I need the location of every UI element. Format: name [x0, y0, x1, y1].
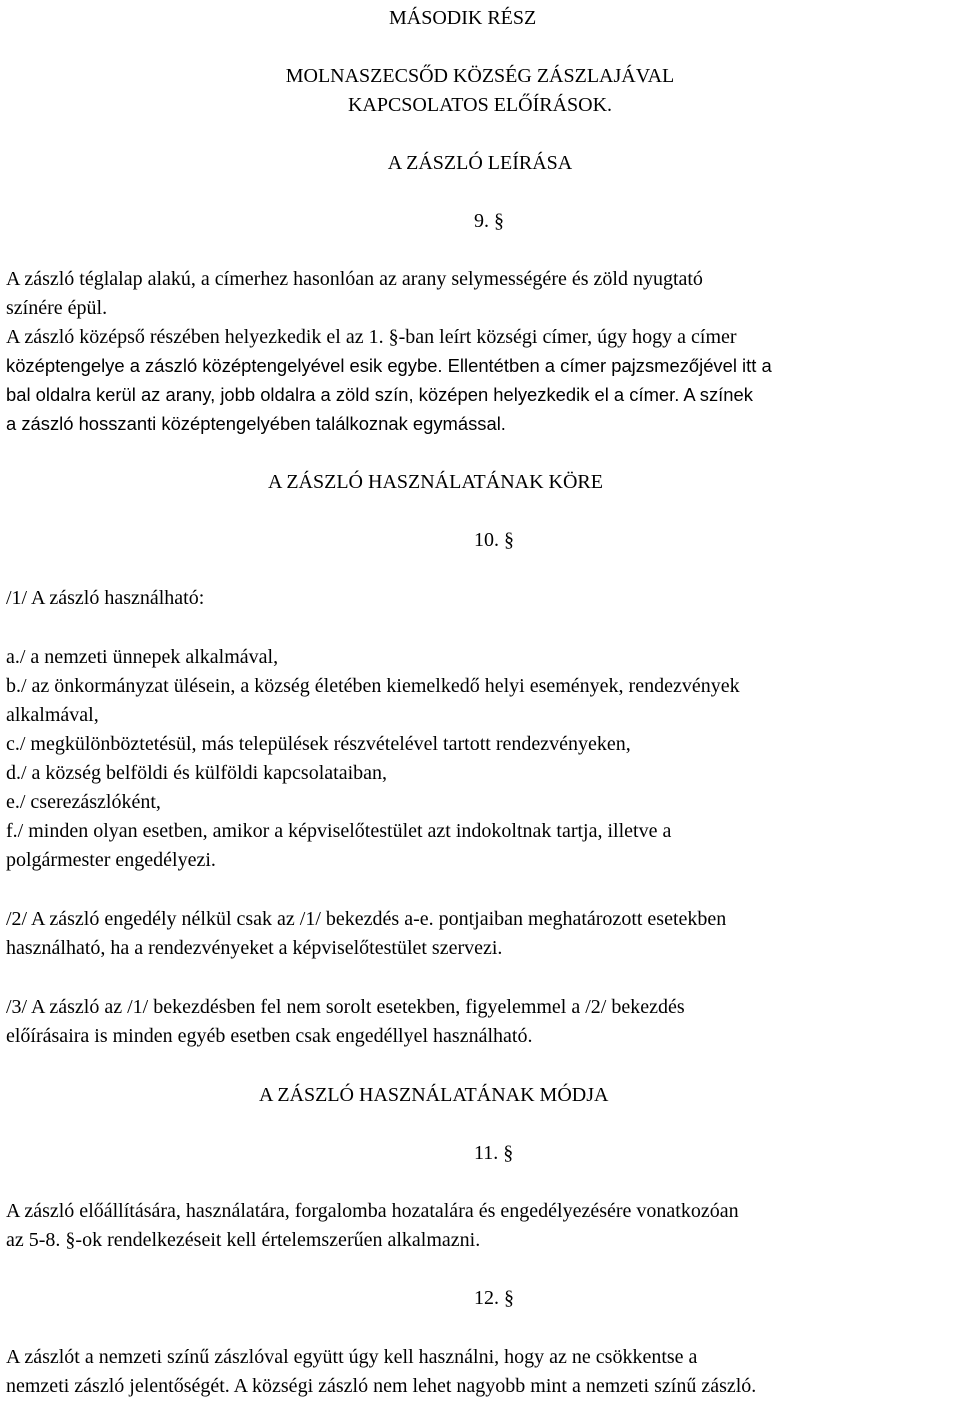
description-line-4: középtengelye a zászló középtengelyével esik egybe. Ellentétben a címer pajzsmezőjével itt a [6, 355, 772, 376]
national-flag-rule-line-1: A zászlót a nemzeti színű zászlóval együtt úgy kell használni, hogy az ne csökkentse a [6, 1346, 698, 1368]
usage-item-b-continued: alkalmával, [6, 704, 99, 726]
main-title-line-1: MOLNASZECSŐD KÖZSÉG ZÁSZLAJÁVAL [285, 65, 675, 87]
usage-paragraph-3-line-1: /3/ A zászló az /1/ bekezdésben fel nem sorolt esetekben, figyelemmel a /2/ bekezdés [6, 996, 685, 1018]
usage-paragraph-2-line-2: használható, ha a rendezvényeket a képviselőtestület szervezi. [6, 937, 503, 959]
usage-item-c: c./ megkülönböztetésül, más települések részvételével tartott rendezvényeken, [6, 733, 631, 755]
usage-paragraph-2-line-1: /2/ A zászló engedély nélkül csak az /1/ bekezdés a-e. pontjaiban meghatározott esetekben [6, 908, 727, 930]
main-title-line-2: KAPCSOLATOS ELŐÍRÁSOK. [347, 94, 613, 116]
description-line-2: színére épül. [6, 297, 108, 319]
paragraph-number-10: 10. § [474, 529, 514, 551]
usage-intro: /1/ A zászló használható: [6, 587, 205, 609]
description-line-3: A zászló középső részében helyezkedik el az 1. §-ban leírt községi címer, úgy hogy a címer [6, 326, 737, 348]
description-line-6: a zászló hosszanti középtengelyében találkoznak egymással. [6, 413, 506, 434]
section-heading-flag-description: A ZÁSZLÓ LEÍRÁSA [387, 152, 573, 174]
part-title: MÁSODIK RÉSZ [389, 7, 537, 29]
national-flag-rule-line-2: nemzeti zászló jelentőségét. A községi zászló nem lehet nagyobb mint a nemzeti színű zászló. [6, 1375, 757, 1397]
section-heading-flag-usage-method: A ZÁSZLÓ HASZNÁLATÁNAK MÓDJA [259, 1084, 609, 1106]
paragraph-number-11: 11. § [474, 1142, 514, 1164]
description-line-5: bal oldalra kerül az arany, jobb oldalra a zöld szín, középen helyezkedik el a címer. A színek [6, 384, 753, 405]
usage-item-e: e./ cserezászlóként, [6, 791, 161, 813]
section-heading-flag-usage-scope: A ZÁSZLÓ HASZNÁLATÁNAK KÖRE [268, 471, 603, 493]
usage-method-line-1: A zászló előállítására, használatára, forgalomba hozatalára és engedélyezésére vonatkozóan [6, 1200, 739, 1222]
description-line-1: A zászló téglalap alakú, a címerhez hasonlóan az arany selymességére és zöld nyugtató [6, 268, 703, 290]
usage-paragraph-3-line-2: előírásaira is minden egyéb esetben csak engedéllyel használható. [6, 1025, 533, 1047]
paragraph-number-9: 9. § [474, 210, 504, 232]
usage-item-b: b./ az önkormányzat ülésein, a község életében kiemelkedő helyi események, rendezvények [6, 675, 740, 697]
usage-item-f: f./ minden olyan esetben, amikor a képviselőtestület azt indokoltnak tartja, illetve a [6, 820, 672, 842]
usage-item-f-continued: polgármester engedélyezi. [6, 849, 216, 871]
usage-item-d: d./ a község belföldi és külföldi kapcsolataiban, [6, 762, 388, 784]
usage-method-line-2: az 5-8. §-ok rendelkezéseit kell értelemszerűen alkalmazni. [6, 1229, 481, 1251]
usage-item-a: a./ a nemzeti ünnepek alkalmával, [6, 646, 279, 668]
paragraph-number-12: 12. § [474, 1287, 514, 1309]
